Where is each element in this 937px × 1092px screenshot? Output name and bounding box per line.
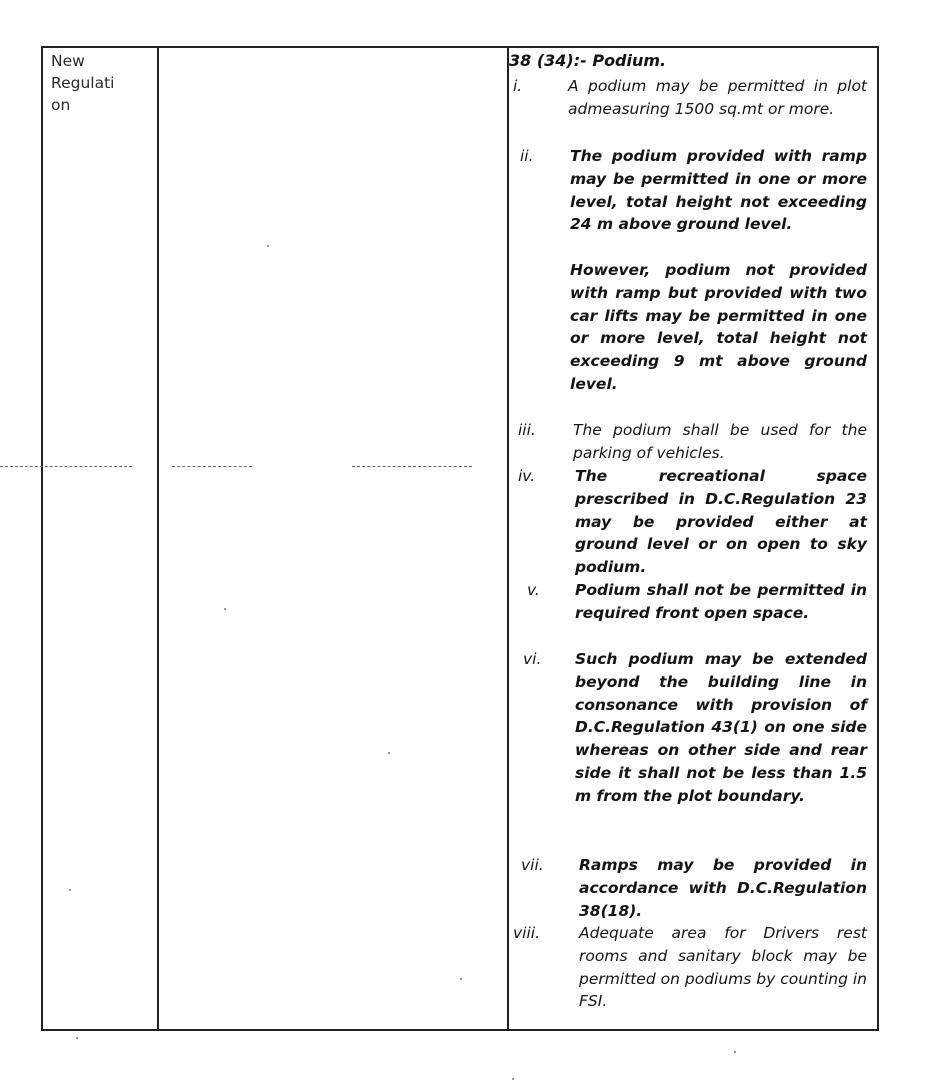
regulation-type-label: New Regulati on bbox=[51, 52, 115, 114]
item-text: Ramps may be provided in accordance with D.C.Regulation 38(18). bbox=[579, 856, 867, 920]
item-number: viii. bbox=[513, 924, 541, 942]
item-number: v. bbox=[527, 581, 540, 599]
item-text: The podium shall be used for the parking of vehicles. bbox=[573, 421, 867, 462]
item-number: i. bbox=[513, 77, 523, 95]
scan-artifact bbox=[0, 466, 132, 467]
item-text: Podium shall not be permitted in required front open space. bbox=[575, 581, 867, 622]
column-divider bbox=[507, 48, 509, 1029]
item-text: Adequate area for Drivers rest rooms and sanitary block may be permitted on podiums by counting in FSI. bbox=[579, 924, 867, 1011]
item-text: The podium provided with ramp may be permitted in one or more level, total height not exceeding 24 m above ground level. bbox=[570, 147, 867, 234]
item-text: The recreational space prescribed in D.C.Regulation 23 may be provided either at ground level or on open to sky podium. bbox=[575, 467, 867, 577]
scan-artifact bbox=[734, 1051, 736, 1053]
section-title: 38 (34):- Podium. bbox=[509, 51, 667, 70]
item-text: Such podium may be extended beyond the building line in consonance with provision of D.C.Regulation 43(1) on one side whereas on other side and rear side it shall not be less than 1.5 m from the plot boundary. bbox=[575, 650, 867, 805]
item-number: iii. bbox=[518, 421, 536, 439]
scan-artifact bbox=[512, 1078, 514, 1080]
item-text: However, podium not provided with ramp but provided with two car lifts may be permitted in one or more level, total height not exceeding 9 mt above ground level. bbox=[570, 261, 867, 393]
scan-artifact bbox=[267, 245, 269, 247]
item-text: A podium may be permitted in plot admeasuring 1500 sq.mt or more. bbox=[568, 77, 867, 118]
regulation-table bbox=[41, 46, 879, 1031]
scan-artifact bbox=[352, 466, 472, 467]
column-divider bbox=[157, 48, 159, 1029]
scan-artifact bbox=[76, 1037, 78, 1039]
scan-artifact bbox=[460, 978, 462, 980]
scan-artifact bbox=[224, 608, 226, 610]
item-number: vi. bbox=[523, 650, 542, 668]
item-number: iv. bbox=[518, 467, 536, 485]
item-number: vii. bbox=[521, 856, 544, 874]
scan-artifact bbox=[172, 466, 252, 467]
item-number: ii. bbox=[520, 147, 534, 165]
scan-artifact bbox=[69, 889, 71, 891]
scan-artifact bbox=[388, 752, 390, 754]
